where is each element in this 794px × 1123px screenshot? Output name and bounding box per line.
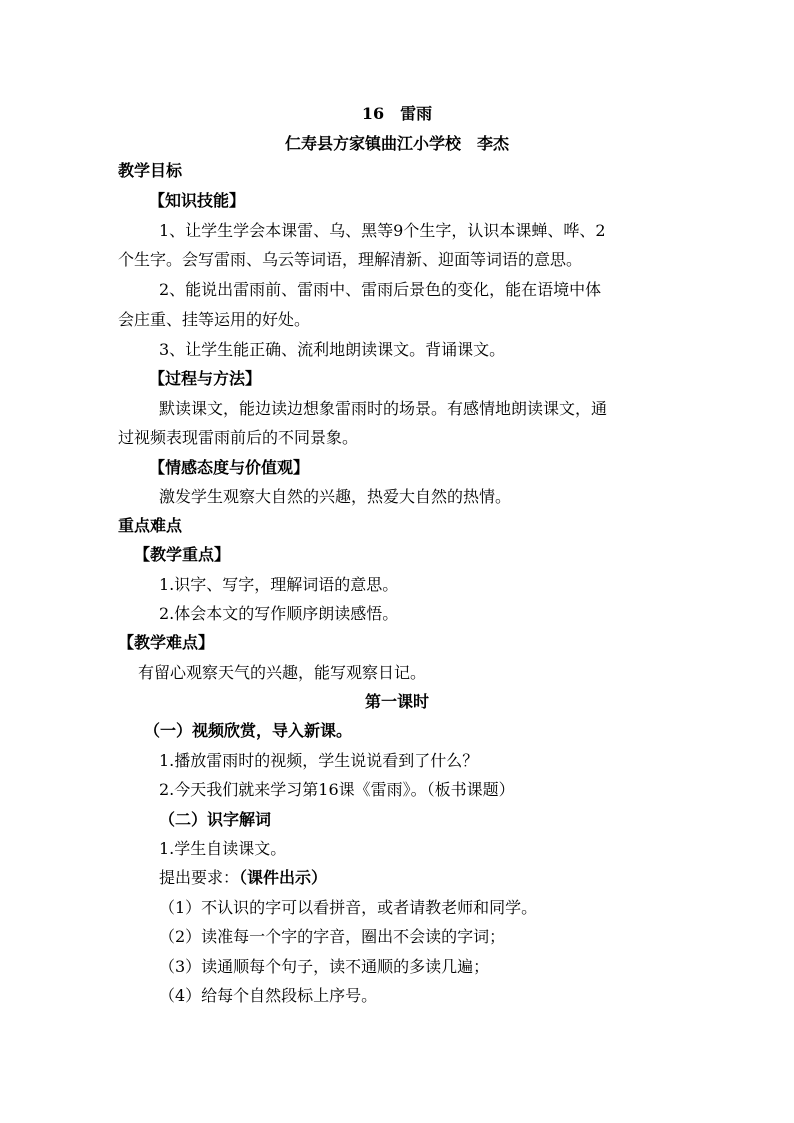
- knowledge-heading: 【知识技能】: [149, 191, 246, 210]
- requirement-prefix: 提出要求：: [159, 868, 240, 887]
- knowledge-item-2-line-1: 2、能说出雷雨前、雷雨中、雷雨后景色的变化，能在语境中体: [159, 280, 602, 299]
- section2-heading: （二）识字解词: [159, 810, 272, 829]
- lesson1-heading: 第一课时: [364, 692, 429, 711]
- page-title: 16 雷雨: [361, 104, 433, 123]
- focus-item-1: 1.识字、写字，理解词语的意思。: [159, 575, 399, 594]
- process-heading: 【过程与方法】: [149, 369, 262, 388]
- requirement-line: [159, 868, 327, 888]
- author-line: 仁寿县方家镇曲江小学校 李杰: [284, 134, 509, 153]
- section2-item-1: 1.学生自读课文。: [159, 839, 287, 858]
- knowledge-item-3: 3、让学生能正确、流利地朗读课文。背诵课文。: [159, 340, 506, 359]
- emotion-line-1: 激发学生观察大自然的兴趣，热爱大自然的热情。: [159, 487, 512, 506]
- knowledge-item-2-line-2: 会庄重、挂等运用的好处。: [118, 310, 311, 329]
- section1-item-2: 2.今天我们就来学习第16课《雷雨》。（板书课题）: [159, 780, 515, 799]
- focus-heading: 【教学重点】: [134, 545, 231, 564]
- requirement-1: （1）不认识的字可以看拼音，或者请教老师和同学。: [159, 898, 538, 917]
- section1-heading: （一）视频欣赏，导入新课。: [144, 721, 353, 740]
- requirement-3: （3）读通顺每个句子，读不通顺的多读几遍；: [159, 957, 490, 976]
- focus-item-2: 2.体会本文的写作顺序朗读感悟。: [159, 604, 399, 623]
- process-line-2: 过视频表现雷雨前后的不同景象。: [118, 428, 359, 447]
- objectives-heading: 教学目标: [118, 161, 183, 180]
- knowledge-item-1-line-2: 个生字。会写雷雨、乌云等词语，理解清新、迎面等词语的意思。: [118, 250, 583, 269]
- requirement-note: （课件出示）: [239, 868, 328, 887]
- section1-item-1: 1.播放雷雨时的视频，学生说说看到了什么？: [159, 751, 479, 770]
- process-line-1: 默读课文，能边读边想象雷雨时的场景。有感情地朗读课文，通: [159, 399, 608, 418]
- requirement-4: （4）给每个自然段标上序号。: [159, 986, 378, 1005]
- requirement-2: （2）读准每一个字的字音，圈出不会读的字词；: [159, 927, 506, 946]
- emotion-heading: 【情感态度与价值观】: [149, 458, 310, 477]
- key-points-heading: 重点难点: [118, 516, 183, 535]
- difficulty-item-1: 有留心观察天气的兴趣，能写观察日记。: [138, 663, 427, 682]
- knowledge-item-1-line-1: 1、让学生学会本课雷、乌、黑等9个生字，认识本课蝉、哗、2: [159, 221, 606, 240]
- difficulty-heading: 【教学难点】: [118, 633, 215, 652]
